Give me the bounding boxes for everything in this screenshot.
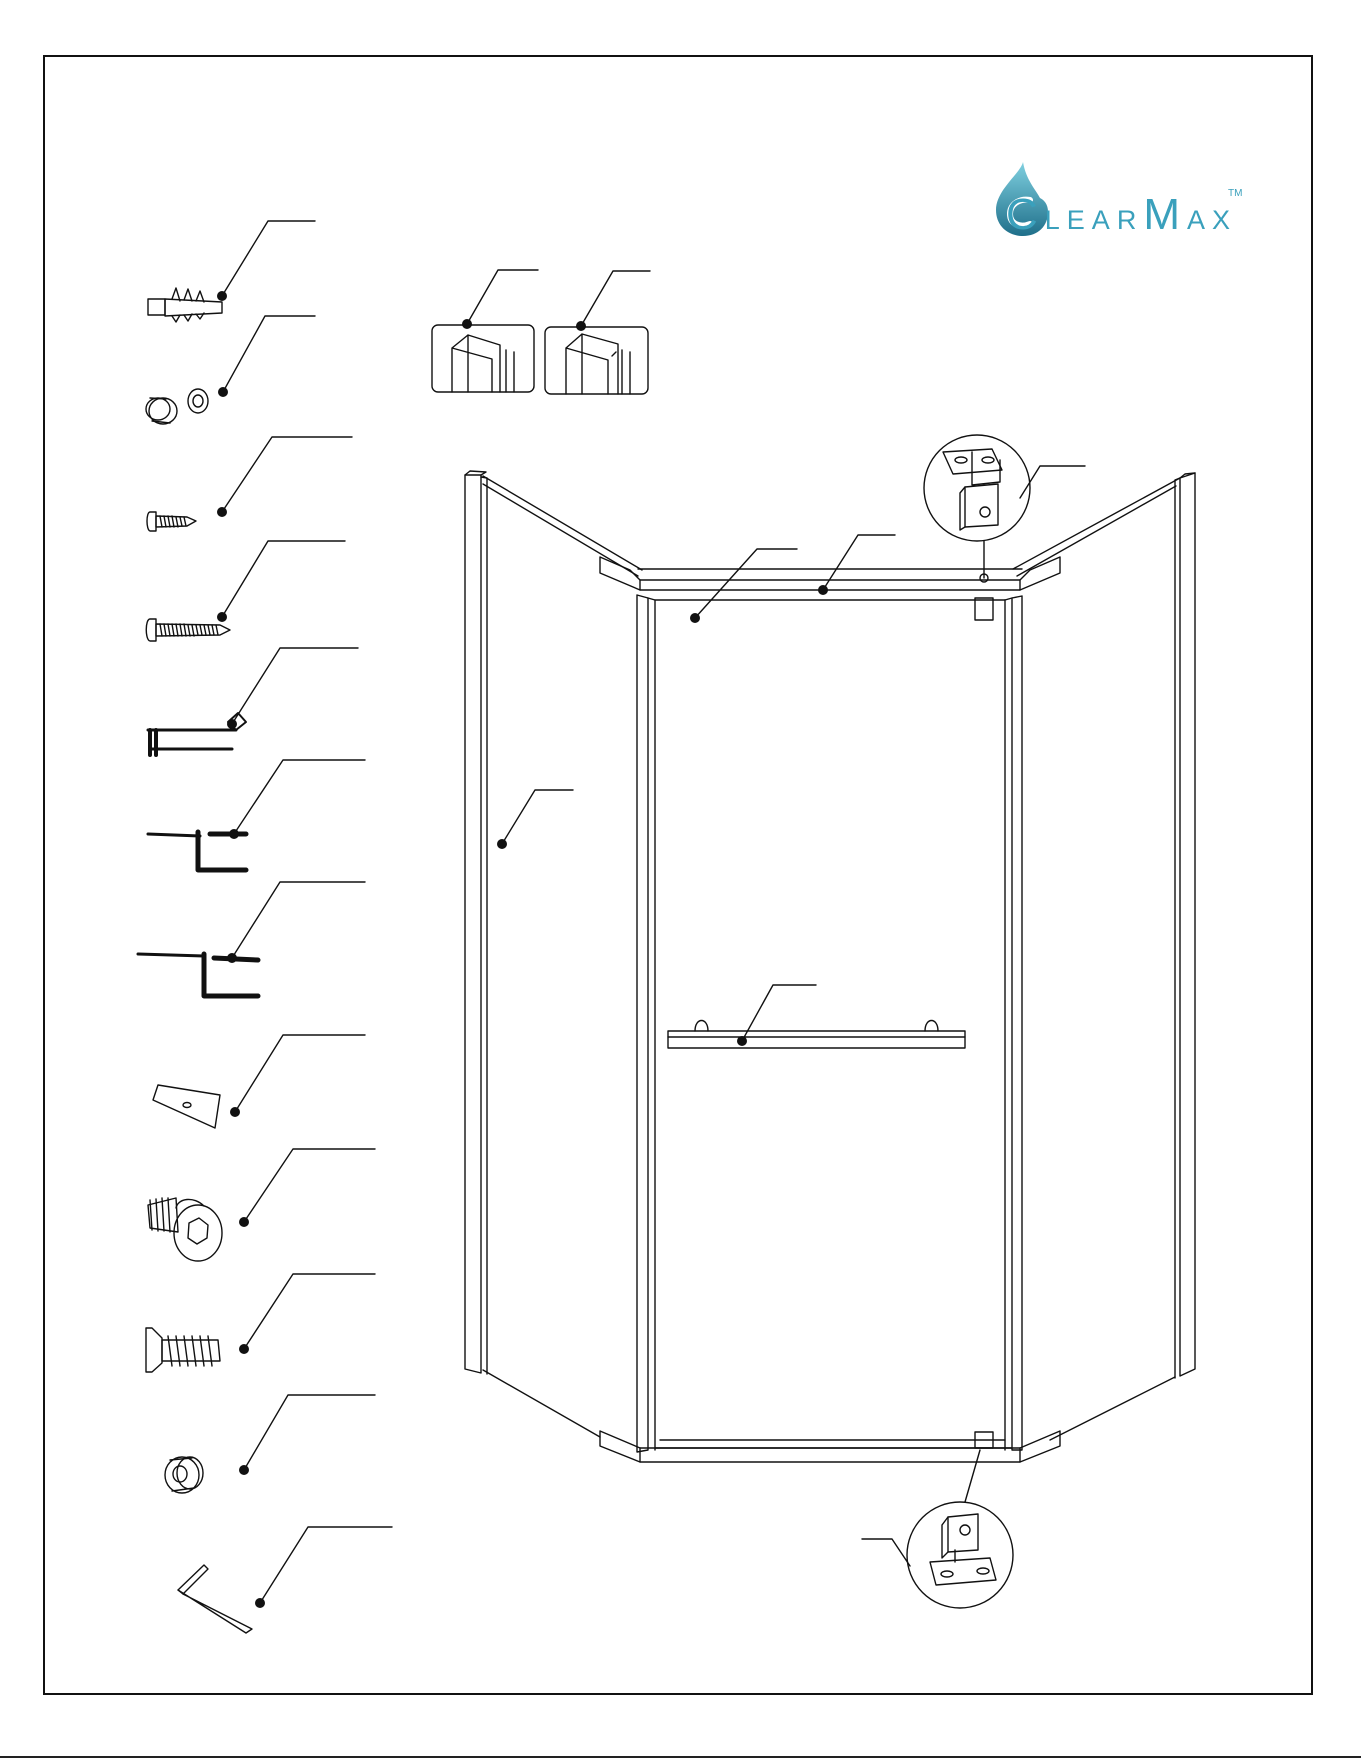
part-magnetic-seal-strip	[148, 648, 358, 755]
leader-short-screw	[217, 437, 352, 517]
shower-enclosure	[465, 471, 1195, 1462]
brand-letters-lear: LEAR	[1044, 205, 1144, 235]
brand-letter-c: C	[1006, 190, 1045, 239]
leader-wall-anchor	[217, 221, 315, 301]
leader-countersunk-screw	[239, 1274, 375, 1354]
leader-wall-profile-a	[462, 270, 538, 329]
leader-side-panel	[497, 790, 573, 849]
brand-trademark: TM	[1228, 188, 1243, 199]
leader-rubber-washer	[239, 1395, 375, 1475]
part-short-screw	[147, 437, 352, 531]
leader-header-bar	[818, 535, 895, 595]
bottom-hinge-detail	[862, 1450, 1013, 1608]
part-hex-socket-bolt	[148, 1149, 375, 1261]
part-allen-key	[178, 1527, 392, 1633]
wall-profile-detail-b	[545, 271, 650, 394]
wall-profile-detail-a	[432, 270, 538, 392]
leader-shim-plate	[230, 1035, 365, 1117]
part-wide-bottom-sweep	[138, 882, 365, 996]
footer-rule	[0, 1756, 1361, 1758]
leader-allen-key	[255, 1527, 392, 1608]
leader-screw-caps	[218, 316, 315, 397]
leader-hex-socket-bolt	[239, 1149, 375, 1227]
top-hinge-detail	[924, 435, 1085, 578]
part-wall-anchor	[148, 221, 315, 322]
brand-letter-m: M	[1143, 190, 1187, 239]
part-rubber-washer	[165, 1395, 375, 1493]
part-shim-plate	[153, 1035, 365, 1128]
part-bottom-drip-seal	[148, 760, 365, 870]
leader-long-screw	[217, 541, 345, 622]
leader-wide-bottom-sweep	[227, 882, 365, 963]
part-countersunk-screw	[146, 1274, 375, 1372]
leader-magnetic-seal-strip	[227, 648, 358, 729]
part-long-screw	[146, 541, 345, 641]
leader-door-glass	[690, 549, 797, 623]
leader-wall-profile-b	[576, 271, 650, 331]
brand-letters-ax: AX	[1186, 205, 1238, 235]
part-screw-caps	[146, 316, 315, 424]
leader-bottom-drip-seal	[229, 760, 365, 839]
leader-bottom-hinge	[862, 1539, 910, 1566]
